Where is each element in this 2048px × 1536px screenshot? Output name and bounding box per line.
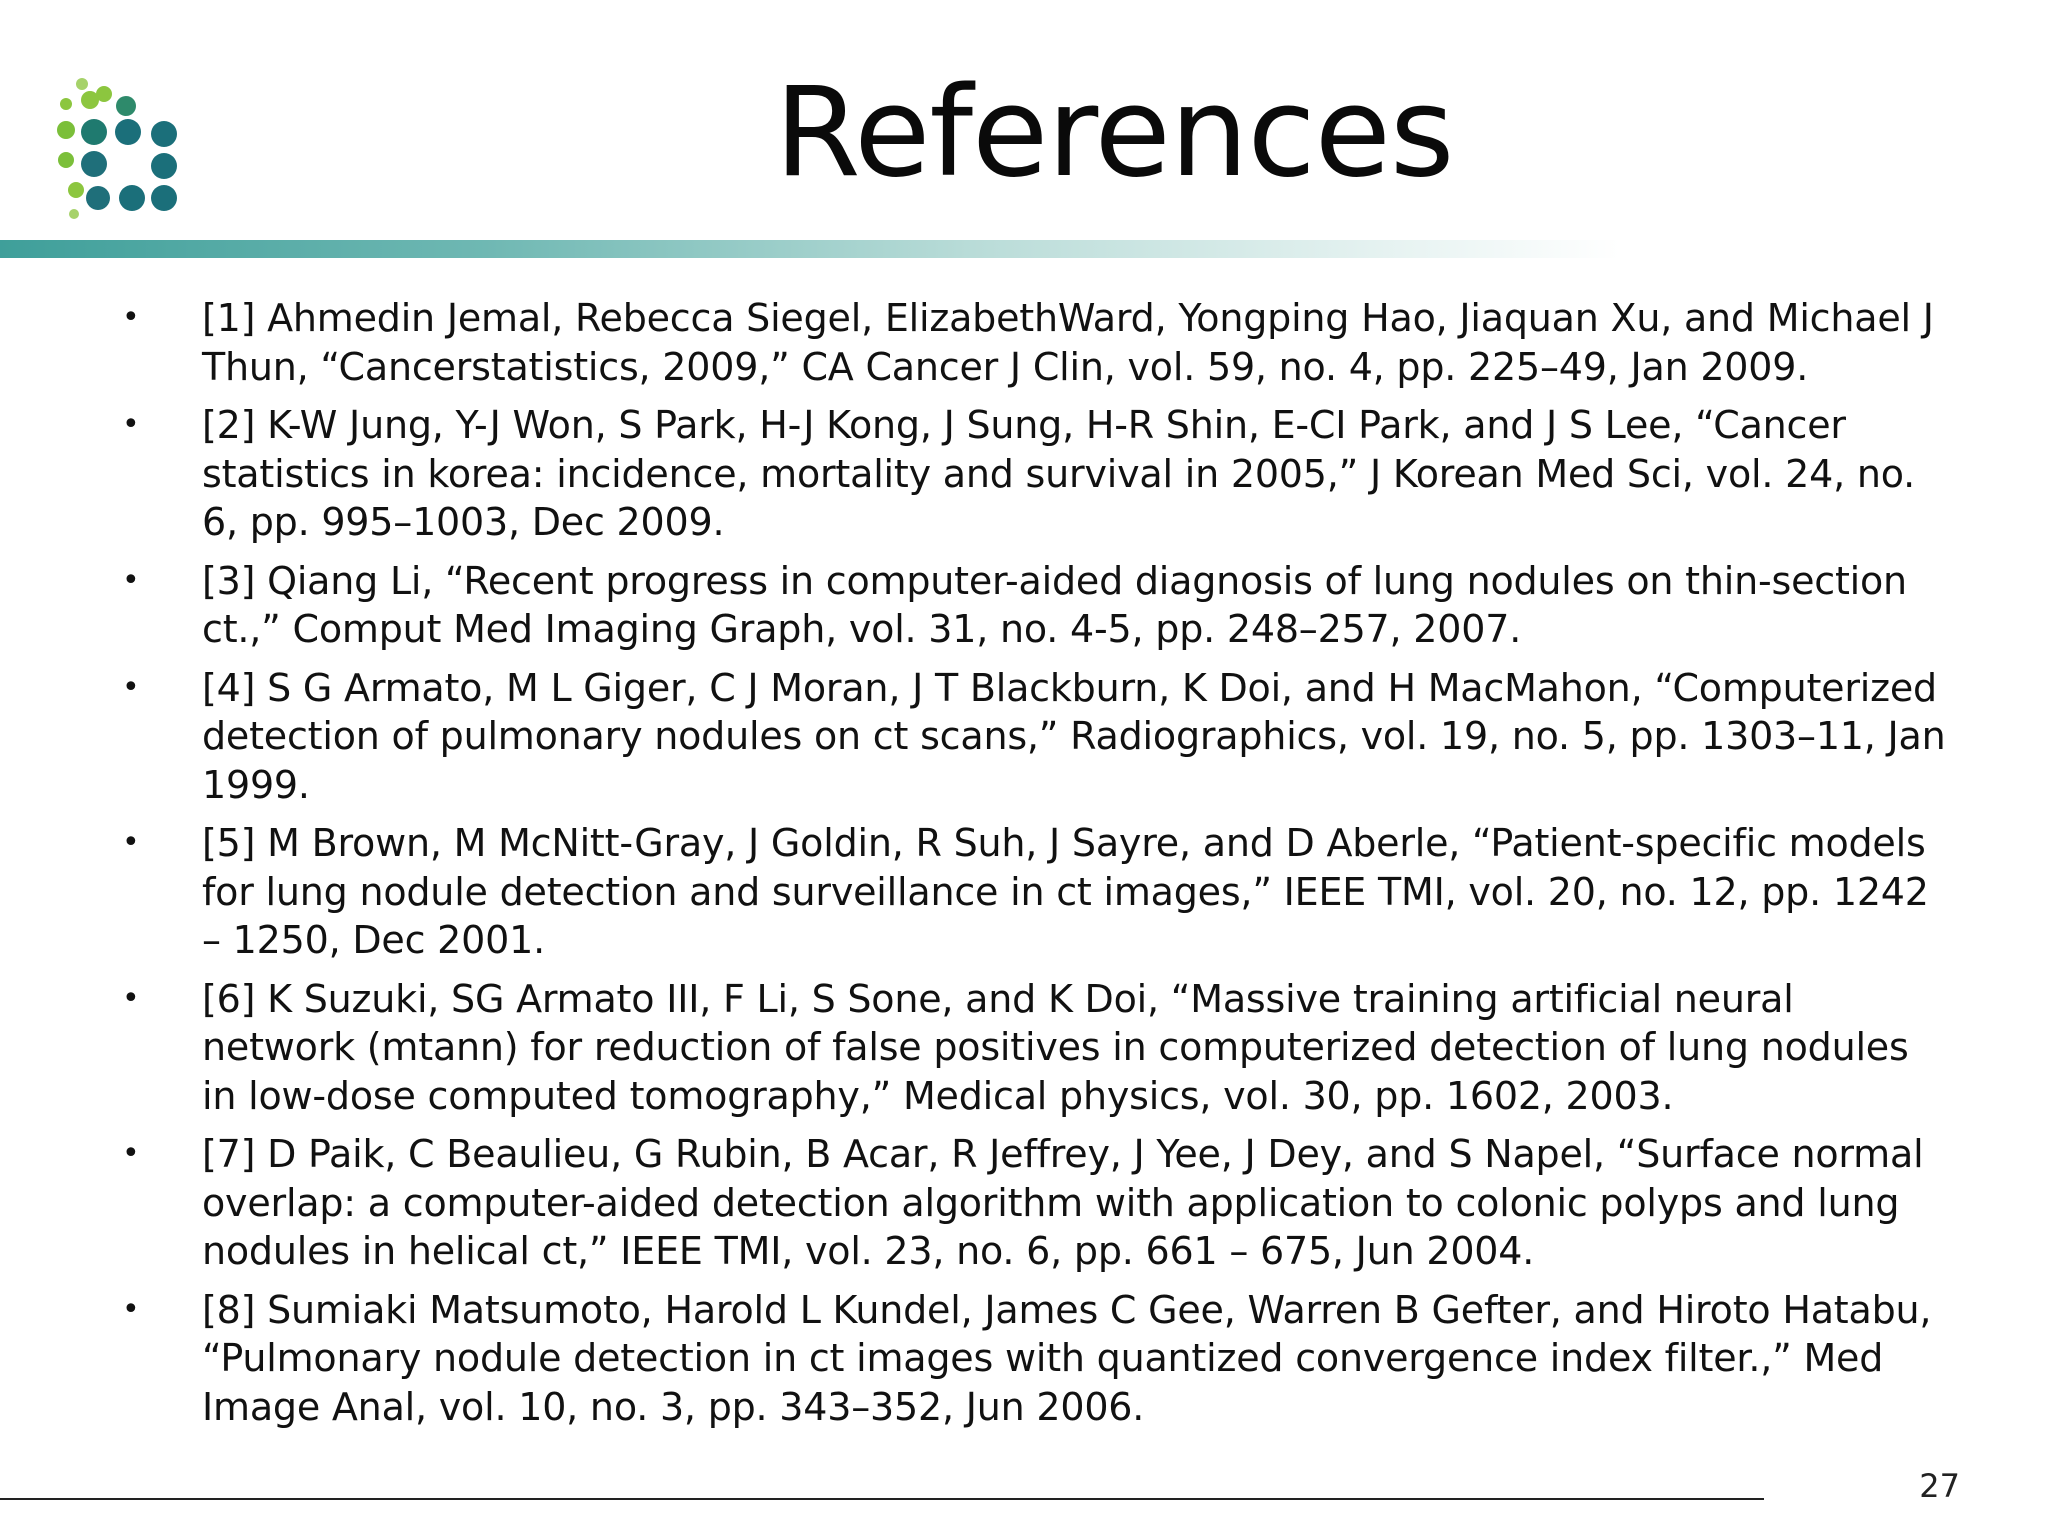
bullet-icon: •	[122, 407, 140, 442]
reference-text: [5] M Brown, M McNitt-Gray, J Goldin, R Suh, J Sayre, and D Aberle, “Patient-specific models for lung nodule detection and surveillance in ct images,” IEEE TMI, vol. 20, no. 12, pp. 1242 – 1250, Dec 2001.	[202, 821, 1929, 962]
footer-divider	[0, 1498, 1764, 1500]
reference-item	[120, 557, 1950, 654]
bullet-icon: •	[122, 980, 140, 1016]
reference-text: [1] Ahmedin Jemal, Rebecca Siegel, ElizabethWard, Yongping Hao, Jiaquan Xu, and Michael J Thun, “Cancerstatistics, 2009,” CA Cancer J Clin, vol. 59, no. 4, pp. 225–49, Jan 2009.	[202, 296, 1934, 389]
reference-text: [3] Qiang Li, “Recent progress in computer-aided diagnosis of lung nodules on thin-section ct.,” Comput Med Imaging Graph, vol. 31, no. 4-5, pp. 248–257, 2007.	[202, 558, 1907, 651]
reference-item	[120, 819, 1950, 965]
reference-item	[120, 1286, 1950, 1432]
reference-item	[120, 975, 1950, 1121]
bullet-icon: •	[122, 825, 140, 860]
bullet-icon: •	[122, 669, 140, 705]
bullet-icon: •	[122, 1291, 140, 1327]
reference-item	[120, 294, 1950, 391]
reference-text: [7] D Paik, C Beaulieu, G Rubin, B Acar, R Jeffrey, J Yee, J Dey, and S Napel, “Surface normal overlap: a computer-aided detection algorithm with application to colonic polyps and lung nodules in helical ct,” IEEE TMI, vol. 23, no. 6, pp. 661 – 675, Jun 2004.	[202, 1132, 1924, 1273]
reference-item	[120, 1130, 1950, 1276]
reference-text: [6] K Suzuki, SG Armato III, F Li, S Sone, and K Doi, “Massive training artificial neural network (mtann) for reduction of false positives in computerized detection of lung nodules in low-dose computed tomography,” Medical physics, vol. 30, pp. 1602, 2003.	[202, 976, 1909, 1118]
reference-item	[120, 664, 1950, 810]
bullet-icon: •	[122, 1136, 140, 1171]
reference-text: [4] S G Armato, M L Giger, C J Moran, J T Blackburn, K Doi, and H MacMahon, “Computerized detection of pulmonary nodules on ct scans,” Radiographics, vol. 19, no. 5, pp. 1303–11, Jan 1999.	[202, 665, 1946, 807]
bullet-icon: •	[122, 300, 140, 335]
title-divider-bar	[0, 240, 1620, 258]
reference-text: [8] Sumiaki Matsumoto, Harold L Kundel, James C Gee, Warren B Gefter, and Hiroto Hatabu, “Pulmonary nodule detection in ct images with quantized convergence index filter.,” Med Image Anal, vol. 10, no. 3, pp. 343–352, Jun 2006.	[202, 1287, 1932, 1429]
bullet-icon: •	[122, 562, 140, 598]
page-number: 27	[1919, 1467, 1960, 1505]
reference-item	[120, 401, 1950, 547]
reference-text: [2] K-W Jung, Y-J Won, S Park, H-J Kong, J Sung, H-R Shin, E-CI Park, and J S Lee, “Cancer statistics in korea: incidence, mortality and survival in 2005,” J Korean Med Sci, vol. 24, no. 6, pp. 995–1003, Dec 2009.	[202, 403, 1915, 544]
slide-title: References	[774, 61, 1454, 205]
reference-list	[120, 294, 1950, 1441]
